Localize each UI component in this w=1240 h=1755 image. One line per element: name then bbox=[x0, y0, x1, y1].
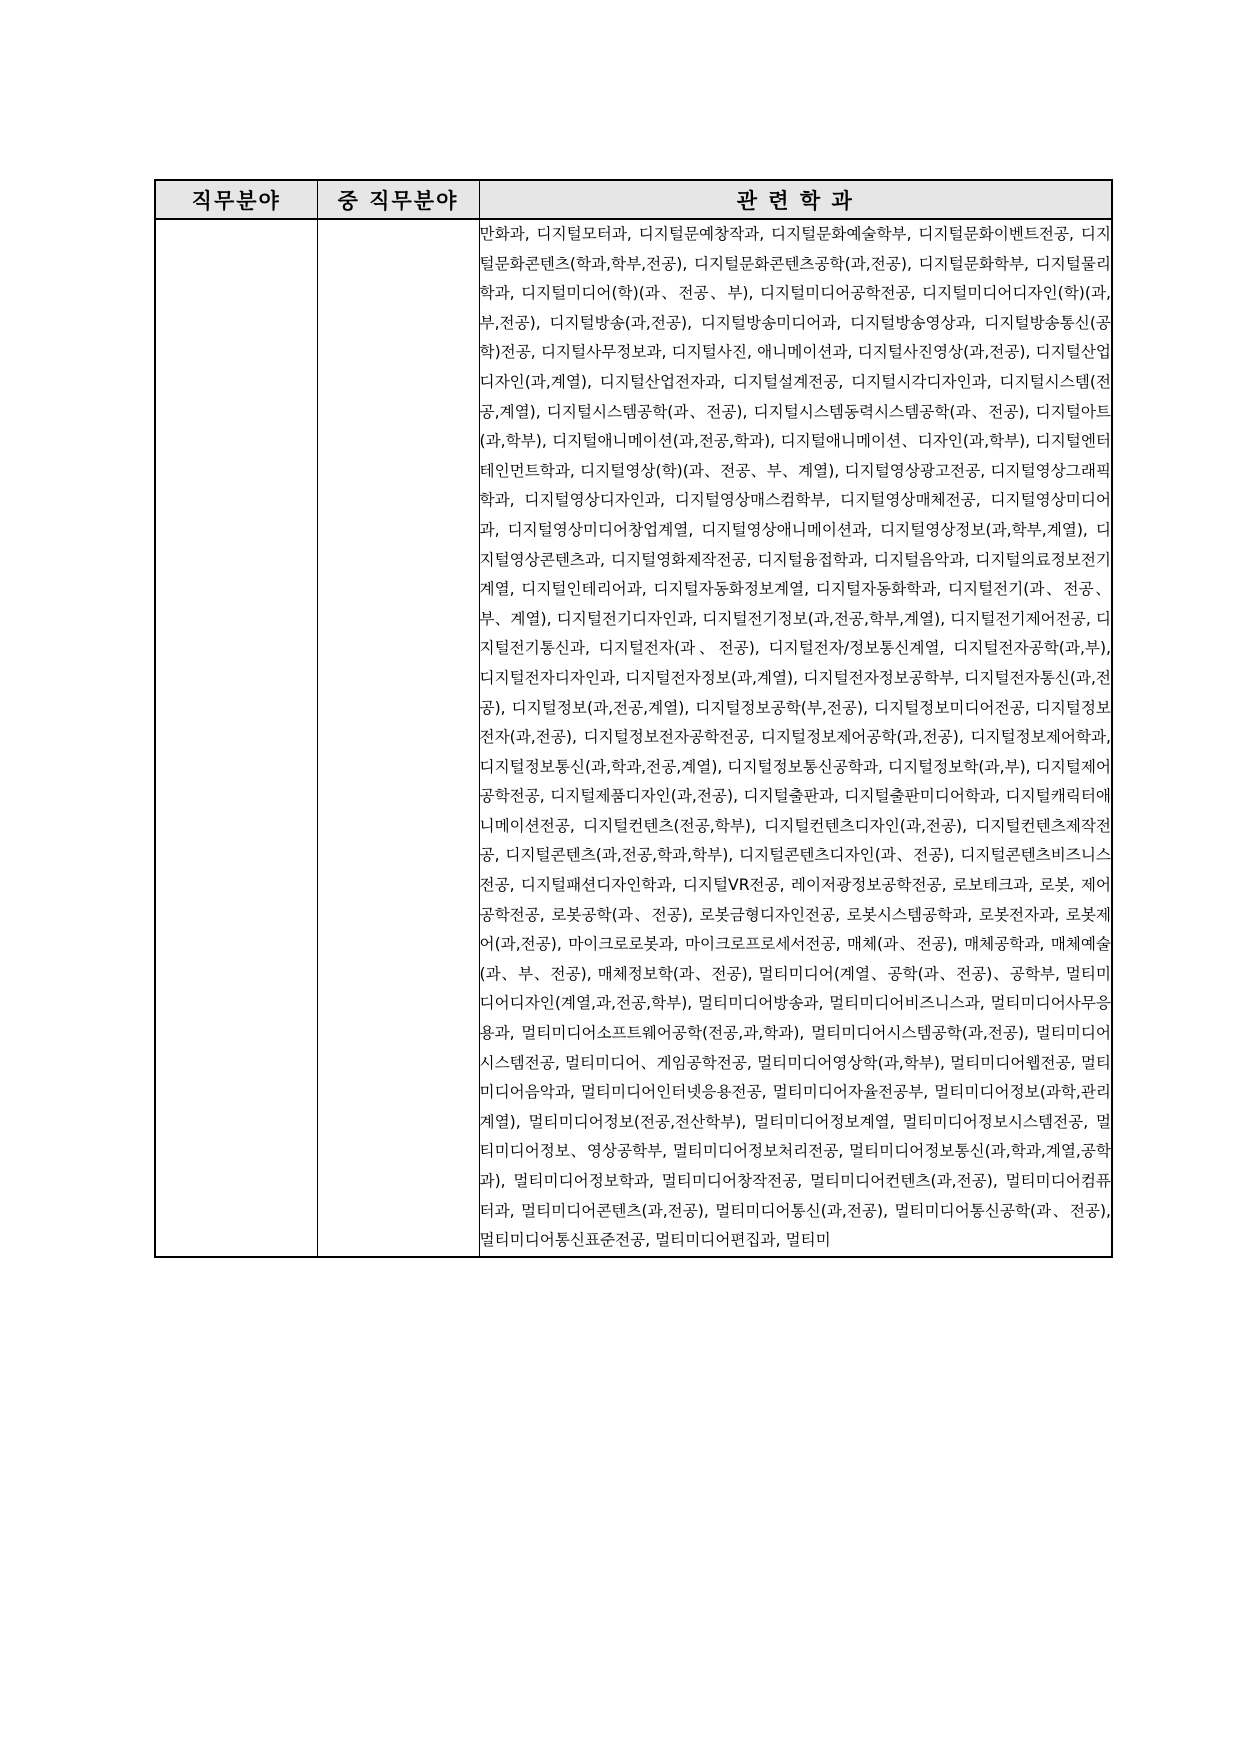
cell-related-departments bbox=[479, 219, 1112, 1257]
table-body bbox=[155, 219, 1112, 1257]
header-job-field: 직무분야 bbox=[155, 180, 317, 219]
header-related-departments: 관 련 학 과 bbox=[479, 180, 1112, 219]
table-row bbox=[155, 219, 1112, 1257]
cell-job-field bbox=[155, 219, 317, 1257]
related-departments-text: 만화과, 디지털모터과, 디지털문예창작과, 디지털문화예술학부, 디지털문화이벤트전공, 디지털문화콘텐츠(학과,학부,전공), 디지털문화콘텐츠공학(과,전공), 디지털문화학부, 디지털물리학과, 디지털미디어(학)(과、전공、부), 디지털미디어공학전공, 디지털미디어디자인(학)(과,부,전공), 디지털방송(과,전공), 디지털방송미디어과, 디지털방송영상과, 디지털방송통신(공학)전공, 디지털사무정보과, 디지털사진, 애니메이션과, 디지털사진영상(과,전공), 디지털산업디자인(과,계열), 디지털산업전자과, 디지털설계전공, 디지털시각디자인과, 디지털시스템(전공,계열), 디지털시스템공학(과、전공), 디지털시스템동력시스템공학(과、전공), 디지털아트(과,학부), 디지털애니메이션(과,전공,학과), 디지털애니메이션、디자인(과,학부), 디지털엔터테인먼트학과, 디지털영상(학)(과、전공、부、계열), 디지털영상광고전공, 디지털영상그래픽학과, 디지털영상디자인과, 디지털영상매스컴학부, 디지털영상매체전공, 디지털영상미디어과, 디지털영상미디어창업계열, 디지털영상애니메이션과, 디지털영상정보(과,학부,계열), 디지털영상콘텐츠과, 디지털영화제작전공, 디지털융접학과, 디지털음악과, 디지털의료정보전기계열, 디지털인테리어과, 디지털자동화정보계열, 디지털자동화학과, 디지털전기(과、전공、부、계열), 디지털전기디자인과, 디지털전기정보(과,전공,학부,계열), 디지털전기제어전공, 디지털전기통신과, 디지털전자(과、전공), 디지털전자/정보통신계열, 디지털전자공학(과,부), 디지털전자디자인과, 디지털전자정보(과,계열), 디지털전자정보공학부, 디지털전자통신(과,전공), 디지털정보(과,전공,계열), 디지털정보공학(부,전공), 디지털정보미디어전공, 디지털정보전자(과,전공), 디지털정보전자공학전공, 디지털정보제어공학(과,전공), 디지털정보제어학과, 디지털정보통신(과,학과,전공,계열), 디지털정보통신공학과, 디지털정보학(과,부), 디지털제어공학전공, 디지털제품디자인(과,전공), 디지털출판과, 디지털출판미디어학과, 디지털캐릭터애니메이션전공, 디지털컨텐츠(전공,학부), 디지털컨텐츠디자인(과,전공), 디지털컨텐츠제작전공, 디지털콘텐츠(과,전공,학과,학부), 디지털콘텐츠디자인(과、전공), 디지털콘텐츠비즈니스전공, 디지털패션디자인학과, 디지털VR전공, 레이저광정보공학전공, 로보테크과, 로봇, 제어공학전공, 로봇공학(과、전공), 로봇금형디자인전공, 로봇시스템공학과, 로봇전자과, 로봇제어(과,전공), 마이크로로봇과, 마이크로프로세서전공, 매체(과、전공), 매체공학과, 매체예술(과、부、전공), 매체정보학(과、전공), 멀티미디어(계열、공학(과、전공)、공학부, 멀티미디어디자인(계열,과,전공,학부), 멀티미디어방송과, 멀티미디어비즈니스과, 멀티미디어사무응용과, 멀티미디어소프트웨어공학(전공,과,학과), 멀티미디어시스템공학(과,전공), 멀티미디어시스템전공, 멀티미디어、게임공학전공, 멀티미디어영상학(과,학부), 멀티미디어웹전공, 멀티미디어음악과, 멀티미디어인터넷응용전공, 멀티미디어자율전공부, 멀티미디어정보(과학,관리계열), 멀티미디어정보(전공,전산학부), 멀티미디어정보계열, 멀티미디어정보시스템전공, 멀티미디어정보、영상공학부, 멀티미디어정보처리전공, 멀티미디어정보통신(과,학과,계열,공학과), 멀티미디어정보학과, 멀티미디어창작전공, 멀티미디어컨텐츠(과,전공), 멀티미디어컴퓨터과, 멀티미디어콘텐츠(과,전공), 멀티미디어통신(과,전공), 멀티미디어통신공학(과、전공), 멀티미디어통신표준전공, 멀티미디어편집과, 멀티미 bbox=[479, 225, 1111, 1250]
related-departments-table bbox=[154, 179, 1113, 1258]
header-sub-job-field: 중 직무분야 bbox=[317, 180, 479, 219]
header-row bbox=[155, 180, 1112, 219]
cell-sub-job-field bbox=[317, 219, 479, 1257]
table-header bbox=[155, 180, 1112, 219]
